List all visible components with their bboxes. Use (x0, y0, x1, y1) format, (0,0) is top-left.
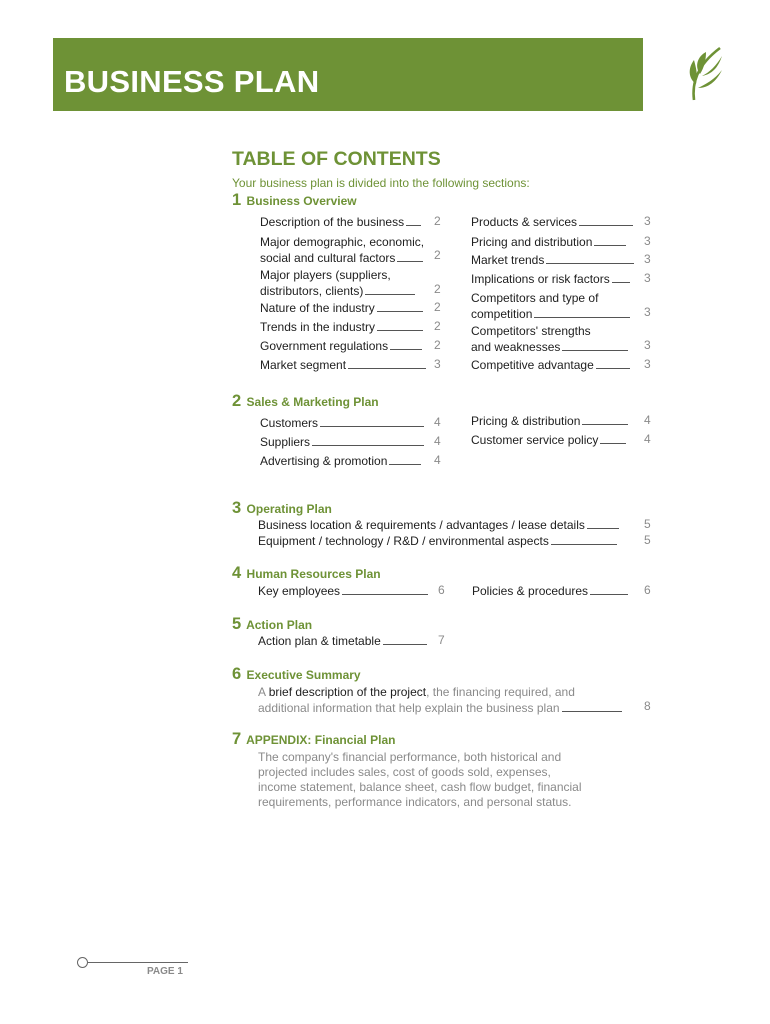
toc-entry[interactable] (471, 323, 630, 355)
entry-page: 2 (434, 319, 441, 333)
entry-label: Key employees (258, 584, 341, 598)
summary-text: additional information that help explain the business plan (258, 701, 560, 715)
entry-label: competition (471, 307, 533, 321)
entry-page: 3 (644, 234, 651, 248)
section-number: 3 (232, 499, 242, 517)
section-6-heading (232, 665, 361, 684)
entry-page: 4 (434, 434, 441, 448)
toc-entry[interactable] (471, 290, 632, 322)
entry-page: 6 (644, 583, 651, 597)
section-number: 1 (232, 191, 242, 209)
section-title: APPENDIX: Financial Plan (246, 733, 396, 747)
entry-page: 3 (644, 357, 651, 371)
entry-label: Business location & requirements / advantages / lease details (258, 518, 585, 532)
entry-label: Pricing and distribution (471, 235, 593, 249)
entry-page: 2 (434, 214, 441, 228)
entry-page: 6 (438, 583, 445, 597)
entry-page: 4 (434, 415, 441, 429)
toc-entry[interactable] (260, 300, 425, 316)
appendix-line: The company's financial performance, both historical and (258, 750, 562, 764)
toc-entry[interactable] (471, 357, 632, 373)
entry-label: Implications or risk factors (471, 272, 610, 286)
toc-entry[interactable] (471, 413, 630, 429)
toc-entry[interactable] (260, 434, 426, 450)
entry-page: 8 (644, 699, 651, 713)
appendix-description (258, 750, 582, 810)
entry-page: 3 (644, 305, 651, 319)
entry-label: Major players (suppliers, (260, 268, 391, 282)
entry-label: Market trends (471, 253, 545, 267)
section-number: 2 (232, 392, 242, 410)
toc-entry[interactable] (258, 633, 429, 649)
entry-label: and weaknesses (471, 340, 561, 354)
entry-label: Policies & procedures (472, 584, 589, 598)
entry-label: Customer service policy (471, 433, 599, 447)
toc-entry[interactable] (260, 357, 428, 373)
entry-label: Suppliers (260, 435, 311, 449)
section-title: Action Plan (246, 618, 313, 632)
section-number: 5 (232, 615, 242, 633)
section-title: Executive Summary (246, 668, 361, 682)
entry-label: Equipment / technology / R&D / environmental aspects (258, 534, 549, 548)
toc-entry[interactable] (258, 583, 430, 599)
section-7-heading (232, 730, 395, 749)
toc-entry[interactable] (471, 271, 632, 287)
toc-title: TABLE OF CONTENTS (232, 148, 441, 170)
entry-page: 3 (644, 338, 651, 352)
entry-label: Trends in the industry (260, 320, 375, 334)
footer-rule (88, 962, 188, 963)
toc-entry[interactable] (258, 533, 619, 549)
entry-label: Market segment (260, 358, 347, 372)
appendix-line: requirements, performance indicators, and personal status. (258, 795, 572, 809)
footer-circle-icon (77, 957, 88, 968)
entry-page: 4 (644, 432, 651, 446)
entry-label: Description of the business (260, 215, 405, 229)
toc-entry[interactable] (471, 234, 628, 250)
entry-label: distributors, clients) (260, 284, 364, 298)
summary-text: A (258, 685, 266, 699)
section-3-heading (232, 499, 332, 518)
wheat-leaf-icon (684, 44, 724, 102)
section-number: 4 (232, 564, 242, 582)
section-4-heading (232, 564, 381, 583)
section-1-heading (232, 191, 357, 210)
entry-label: Competitors and type of (471, 291, 599, 305)
section-2-heading (232, 392, 379, 411)
entry-page: 2 (434, 282, 441, 296)
toc-entry[interactable] (260, 214, 423, 230)
toc-entry[interactable] (258, 684, 624, 716)
toc-intro: Your business plan is divided into the following sections: (232, 176, 530, 190)
section-number: 7 (232, 730, 242, 748)
entry-label: Action plan & timetable (258, 634, 381, 648)
toc-entry[interactable] (260, 415, 426, 431)
entry-label: Government regulations (260, 339, 389, 353)
entry-page: 7 (438, 633, 445, 647)
entry-label: Pricing & distribution (471, 414, 581, 428)
entry-page: 3 (644, 214, 651, 228)
toc-entry[interactable] (471, 252, 636, 268)
toc-entry[interactable] (260, 267, 417, 299)
entry-label: social and cultural factors (260, 251, 396, 265)
summary-highlight: brief description of the project (268, 685, 427, 699)
entry-label: Competitive advantage (471, 358, 594, 372)
document-title: BUSINESS PLAN (64, 64, 320, 99)
section-title: Human Resources Plan (246, 567, 381, 581)
entry-label: Products & services (471, 215, 578, 229)
entry-page: 5 (644, 533, 651, 547)
toc-entry[interactable] (260, 234, 425, 266)
toc-entry[interactable] (471, 214, 635, 230)
page-number: PAGE 1 (147, 966, 183, 977)
entry-page: 4 (434, 453, 441, 467)
section-title: Sales & Marketing Plan (246, 395, 379, 409)
entry-page: 4 (644, 413, 651, 427)
section-5-heading (232, 615, 312, 634)
entry-label: Advertising & promotion (260, 454, 388, 468)
entry-page: 3 (644, 252, 651, 266)
entry-page: 2 (434, 300, 441, 314)
entry-page: 2 (434, 338, 441, 352)
entry-page: 3 (644, 271, 651, 285)
toc-entry[interactable] (258, 517, 621, 533)
section-number: 6 (232, 665, 242, 683)
appendix-line: income statement, balance sheet, cash flow budget, financial (258, 780, 582, 794)
toc-entry[interactable] (260, 453, 423, 469)
section-title: Business Overview (246, 194, 357, 208)
entry-label: Customers (260, 416, 319, 430)
entry-page: 5 (644, 517, 651, 531)
entry-label: Major demographic, economic, (260, 235, 425, 249)
toc-entry[interactable] (471, 432, 628, 448)
entry-page: 3 (434, 357, 441, 371)
summary-text: , the financing required, and (426, 685, 575, 699)
toc-entry[interactable] (260, 319, 425, 335)
toc-entry[interactable] (260, 338, 424, 354)
entry-page: 2 (434, 248, 441, 262)
appendix-line: projected includes sales, cost of goods sold, expenses, (258, 765, 551, 779)
section-title: Operating Plan (246, 502, 332, 516)
entry-label: Competitors' strengths (471, 324, 591, 338)
entry-label: Nature of the industry (260, 301, 375, 315)
toc-entry[interactable] (472, 583, 630, 599)
